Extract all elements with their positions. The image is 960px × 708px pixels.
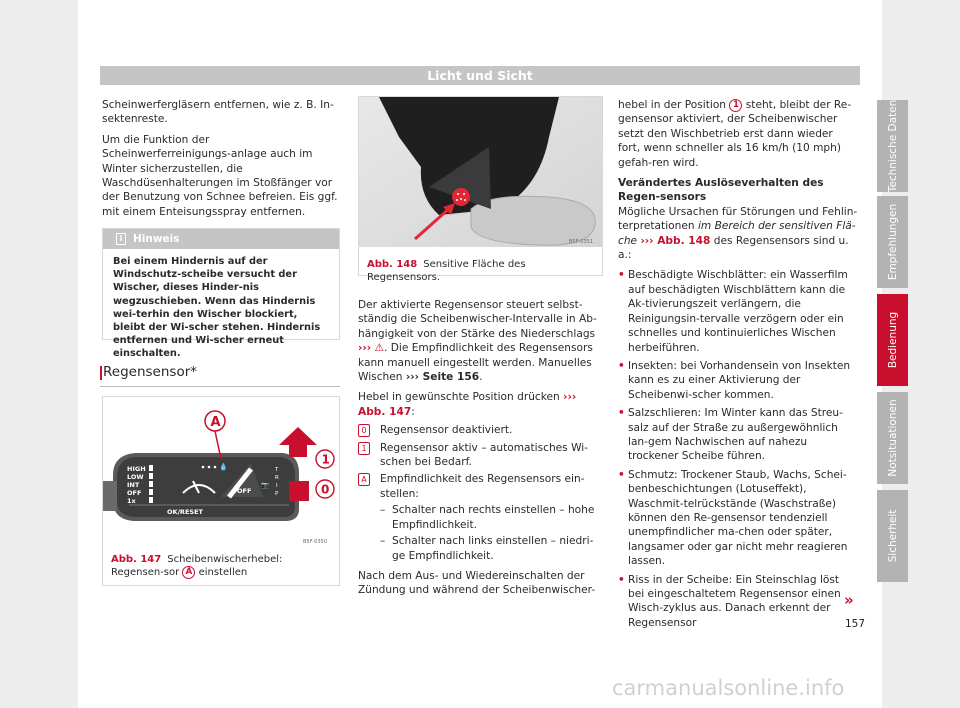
paragraph bbox=[358, 298, 603, 384]
list-item-text: Beschädigte Wischblätter: ein Wasserfilm auf beschädigten Wischblättern kann die Ak-tivierungszeit verlängern, die Reinigungsin-tervalle verzögern oder ein schnelles und kontinuierliches Wischen herbeiführen. bbox=[628, 269, 848, 354]
text: : bbox=[411, 405, 415, 418]
lever-label-int: INT bbox=[127, 481, 140, 489]
text: des Regensensors sind u. a.: bbox=[618, 234, 849, 262]
section-title-text: Regensensor* bbox=[103, 364, 197, 380]
cross-ref-arrow[interactable]: ››› bbox=[358, 342, 372, 355]
cross-ref-link[interactable]: ››› Abb. 147 bbox=[358, 391, 577, 418]
svg-text:📷: 📷 bbox=[261, 481, 270, 489]
tab-label: Bedienung bbox=[886, 311, 899, 369]
bullet-icon: • bbox=[618, 468, 625, 481]
lever-label-high: HIGH bbox=[127, 465, 146, 473]
position-marker: 0 bbox=[358, 424, 370, 437]
continue-icon: » bbox=[844, 591, 854, 609]
figure-caption bbox=[367, 258, 599, 284]
column-right bbox=[618, 98, 858, 634]
lever-label-off: OFF bbox=[127, 489, 142, 497]
text: . bbox=[479, 371, 483, 384]
heading-accent-bar bbox=[100, 366, 102, 380]
tab-empfehlungen[interactable] bbox=[877, 196, 908, 288]
tab-label: Empfehlungen bbox=[886, 203, 899, 281]
text-italic: im Bereich der sensitiven Flä-che bbox=[618, 220, 856, 247]
rain-sensor-illustration bbox=[359, 97, 602, 247]
cross-ref-link[interactable]: ››› Abb. 148 bbox=[640, 234, 711, 247]
lever-label-low: LOW bbox=[127, 473, 144, 481]
caption-text: Sensitive Fläche des Regensensors. bbox=[367, 259, 526, 283]
text: steht, bleibt der Re-gensensor aktiviert, der Scheibenwischer setzt den Wischbetrieb erst dann wieder fort, wenn schneller als 16 km/h (10 mph) gefah-ren wird. bbox=[618, 99, 852, 169]
figure-148 bbox=[358, 96, 603, 283]
ref-marker-a: A bbox=[182, 566, 195, 579]
list-item-text: Empfindlichkeit des Regensensors ein-stellen: bbox=[380, 473, 585, 500]
paragraph bbox=[358, 390, 603, 419]
sub-item: – Schalter nach rechts einstellen – hohe Empfindlichkeit. bbox=[380, 503, 603, 532]
label-a: A bbox=[210, 415, 221, 430]
paragraph: Nach dem Aus- und Wiedereinschalten der Zündung und während der Scheibenwischer- bbox=[358, 569, 596, 597]
hinweis-box bbox=[102, 228, 340, 360]
svg-text:💧: 💧 bbox=[219, 463, 228, 471]
info-icon: i bbox=[116, 233, 126, 245]
tab-technische-daten[interactable] bbox=[877, 100, 908, 192]
text: . Die Empfindlichkeit des Regensensors kann manuell eingestellt werden. Manuelles Wischen bbox=[358, 342, 593, 384]
watermark: carmanualsonline.info bbox=[612, 676, 845, 700]
paragraph bbox=[618, 205, 858, 263]
svg-text:P: P bbox=[275, 491, 279, 497]
figure-147 bbox=[102, 396, 340, 586]
hinweis-text: Bei einem Hindernis auf der Windschutz-scheibe versucht der Wischer, dieses Hinder-nis wegzuschieben. Wenn das Hindernis wei-terhin den Wischer blockiert, bleibt der Wi-scher stehen. Hindernis entfernen und Wi-scher erneut einschalten. bbox=[113, 256, 321, 360]
list-item-text: Riss in der Scheibe: Ein Steinschlag löst bei eingeschaltetem Regensensor einen Wisch-zyklus aus. Danach erkennt der Regensensor bbox=[628, 573, 841, 629]
list-item bbox=[358, 423, 603, 437]
figure-number: Abb. 148 bbox=[367, 259, 418, 270]
cross-ref-link[interactable]: ››› Seite 156 bbox=[405, 371, 480, 384]
tab-notsituationen[interactable] bbox=[877, 392, 908, 484]
caption-text-end: einstellen bbox=[198, 567, 248, 578]
page-number: 157 bbox=[845, 618, 866, 630]
figure-code: B5F-0350 bbox=[303, 539, 328, 545]
figure-caption bbox=[111, 553, 335, 579]
list-item bbox=[618, 359, 858, 402]
figure-code: B5F-0351 bbox=[569, 239, 594, 245]
caption-text: Scheibenwischerhebel: Regensen-sor bbox=[111, 554, 283, 578]
text: Hebel in gewünschte Position drücken bbox=[358, 391, 560, 404]
paragraph: Scheinwerfergläsern entfernen, wie z. B. In-sektenreste. bbox=[102, 99, 334, 126]
sub-item: – Schalter nach links einstellen – niedri-ge Empfindlichkeit. bbox=[380, 534, 603, 563]
tab-bedienung[interactable] bbox=[877, 294, 908, 386]
bullet-icon: • bbox=[618, 269, 625, 282]
position-marker: A bbox=[358, 473, 370, 486]
bullet-icon: • bbox=[618, 573, 625, 586]
tab-label: Notsituationen bbox=[886, 399, 899, 477]
list-item-text: Regensensor aktiv – automatisches Wi-schen bei Bedarf. bbox=[380, 441, 589, 469]
subheading: Verändertes Auslöseverhalten des Regen-sensors bbox=[618, 177, 824, 204]
list-item bbox=[618, 573, 858, 631]
list-item-text: Salzschlieren: Im Winter kann das Streu-salz auf der Straße zu außergewöhnlich lan-gem Nachwischen auf nahezu trockener Scheibe führen. bbox=[628, 407, 843, 463]
svg-text:R: R bbox=[275, 475, 279, 481]
off-label: OFF bbox=[237, 487, 252, 495]
tab-label: Sicherheit bbox=[886, 509, 899, 563]
svg-text:I: I bbox=[276, 483, 278, 489]
column-left bbox=[102, 98, 340, 225]
list-item-text: Schmutz: Trockener Staub, Wachs, Schei-benbeschichtungen (Lotuseffekt), Waschmit-telrückstände (Waschstraße) können den Re-gensensor tendenziell unempfindlicher ma-chen oder später, langsamer oder gar nicht mehr reagieren lassen. bbox=[628, 468, 848, 568]
position-marker: 1 bbox=[358, 442, 370, 455]
text: Mögliche Ursachen für Störungen und Fehlin-terpretationen bbox=[618, 205, 858, 233]
paragraph: Um die Funktion der Scheinwerferreinigungs-anlage auch im Winter sicherzustellen, die Waschdüsenhalterungen im Stoßfänger vor der Benutzung von Schnee befreien. Eis ggf. mit einem Enteisungsspray entfernen. bbox=[102, 133, 338, 218]
position-list bbox=[358, 423, 603, 563]
list-item bbox=[358, 441, 603, 470]
hinweis-title: Hinweis bbox=[133, 233, 180, 245]
label-1: 1 bbox=[321, 452, 330, 467]
page-header: Licht und Sicht bbox=[100, 66, 860, 85]
column-middle bbox=[358, 298, 603, 604]
ref-marker-1: 1 bbox=[729, 99, 742, 112]
list-item-text: Insekten: bei Vorhandensein von Insekten kann es zu einer Aktivierung der Scheibenwi-scher kommen. bbox=[628, 359, 851, 401]
hinweis-header bbox=[103, 229, 339, 249]
list-item-text: Regensensor deaktiviert. bbox=[380, 424, 513, 437]
bullet-icon: • bbox=[618, 407, 625, 420]
tab-label: Technische Daten bbox=[886, 99, 899, 193]
figure-number: Abb. 147 bbox=[111, 554, 162, 565]
section-heading bbox=[100, 364, 340, 387]
svg-text:T: T bbox=[275, 467, 279, 473]
list-item bbox=[618, 268, 858, 354]
tab-sicherheit[interactable] bbox=[877, 490, 908, 582]
label-0: 0 bbox=[321, 482, 330, 497]
warning-icon: ⚠ bbox=[374, 342, 384, 355]
wiper-lever-illustration bbox=[103, 397, 339, 547]
bullet-icon: • bbox=[618, 359, 625, 372]
paragraph bbox=[618, 98, 858, 170]
text: hebel in der Position bbox=[618, 99, 727, 111]
lever-label-1x: 1x bbox=[127, 497, 136, 505]
list-item bbox=[618, 468, 858, 569]
okreset-label: OK/RESET bbox=[167, 508, 203, 516]
list-item bbox=[358, 472, 603, 562]
list-item bbox=[618, 406, 858, 464]
text: Der aktivierte Regensensor steuert selbst-ständig die Scheibenwischer-Intervalle in Ab-hängigkeit von der Stärke des Niederschlags bbox=[358, 299, 597, 340]
